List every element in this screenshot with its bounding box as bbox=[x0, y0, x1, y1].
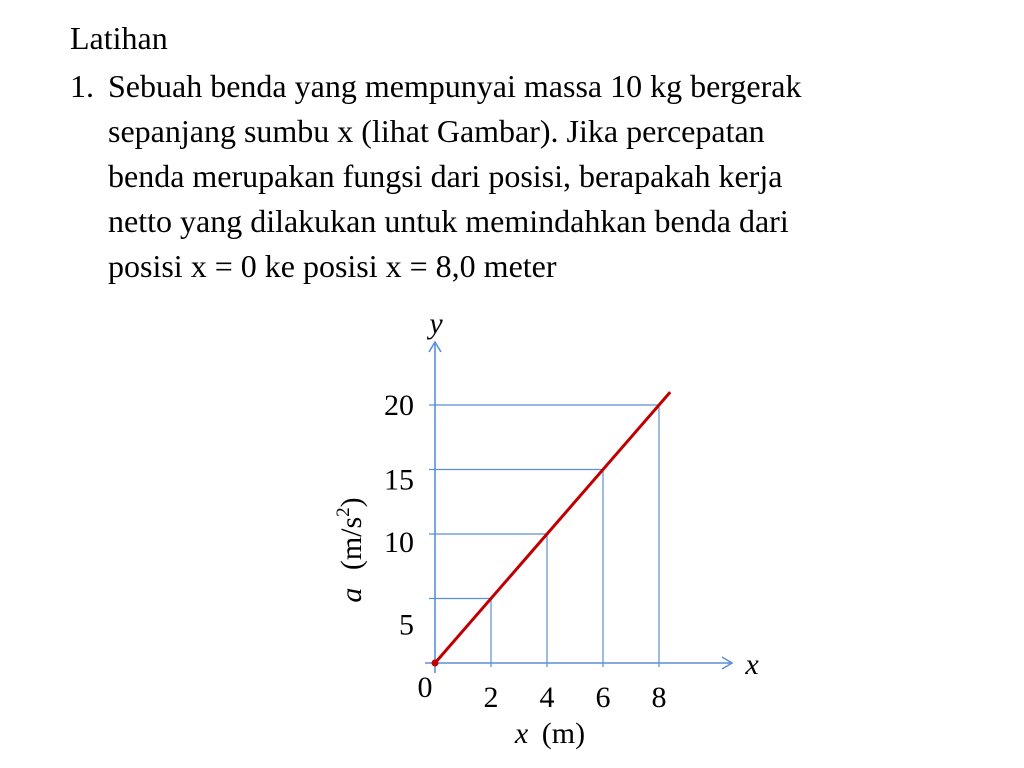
x-tick-label-8: 8 bbox=[651, 681, 667, 714]
problem-number: 1. bbox=[70, 68, 94, 104]
origin-label: 0 bbox=[417, 671, 433, 704]
y-axis-symbol: y bbox=[429, 307, 443, 340]
x-tick-label-2: 2 bbox=[483, 681, 499, 714]
x-axis-label bbox=[514, 717, 585, 750]
y-tick-label-5: 5 bbox=[399, 608, 414, 642]
x-tick-labels bbox=[484, 681, 667, 714]
problem-line-3: benda merupakan fungsi dari posisi, berapakah kerja bbox=[108, 158, 783, 194]
y-axis-label-var: a bbox=[335, 587, 368, 603]
series-line bbox=[435, 392, 670, 663]
origin-point bbox=[432, 660, 439, 667]
y-tick-label-20: 20 bbox=[384, 389, 414, 422]
slide-heading: Latihan bbox=[70, 20, 168, 56]
y-axis-label-exp: 2 bbox=[333, 507, 354, 517]
y-axis-label-unit: (m/s bbox=[335, 516, 368, 571]
x-tick-label-6: 6 bbox=[595, 681, 611, 714]
y-axis-label-close: ) bbox=[335, 497, 368, 508]
x-tick-label-4: 4 bbox=[539, 681, 555, 714]
x-axis-label-var: x bbox=[514, 717, 529, 750]
x-axis-symbol: x bbox=[745, 648, 759, 681]
y-axis-label bbox=[333, 497, 368, 602]
y-tick-labels bbox=[384, 389, 414, 642]
problem-line-2: sepanjang sumbu x (lihat Gambar). Jika percepatan bbox=[108, 113, 765, 149]
x-axis-label-unit: (m) bbox=[541, 717, 586, 750]
y-tick-label-15: 15 bbox=[384, 463, 414, 497]
problem-line-1: Sebuah benda yang mempunyai massa 10 kg bergerak bbox=[108, 68, 802, 104]
problem-line-4: netto yang dilakukan untuk memindahkan benda dari bbox=[108, 203, 789, 239]
y-tick-label-10: 10 bbox=[384, 526, 414, 559]
problem-line-5: posisi x = 0 ke posisi x = 8,0 meter bbox=[108, 248, 557, 284]
